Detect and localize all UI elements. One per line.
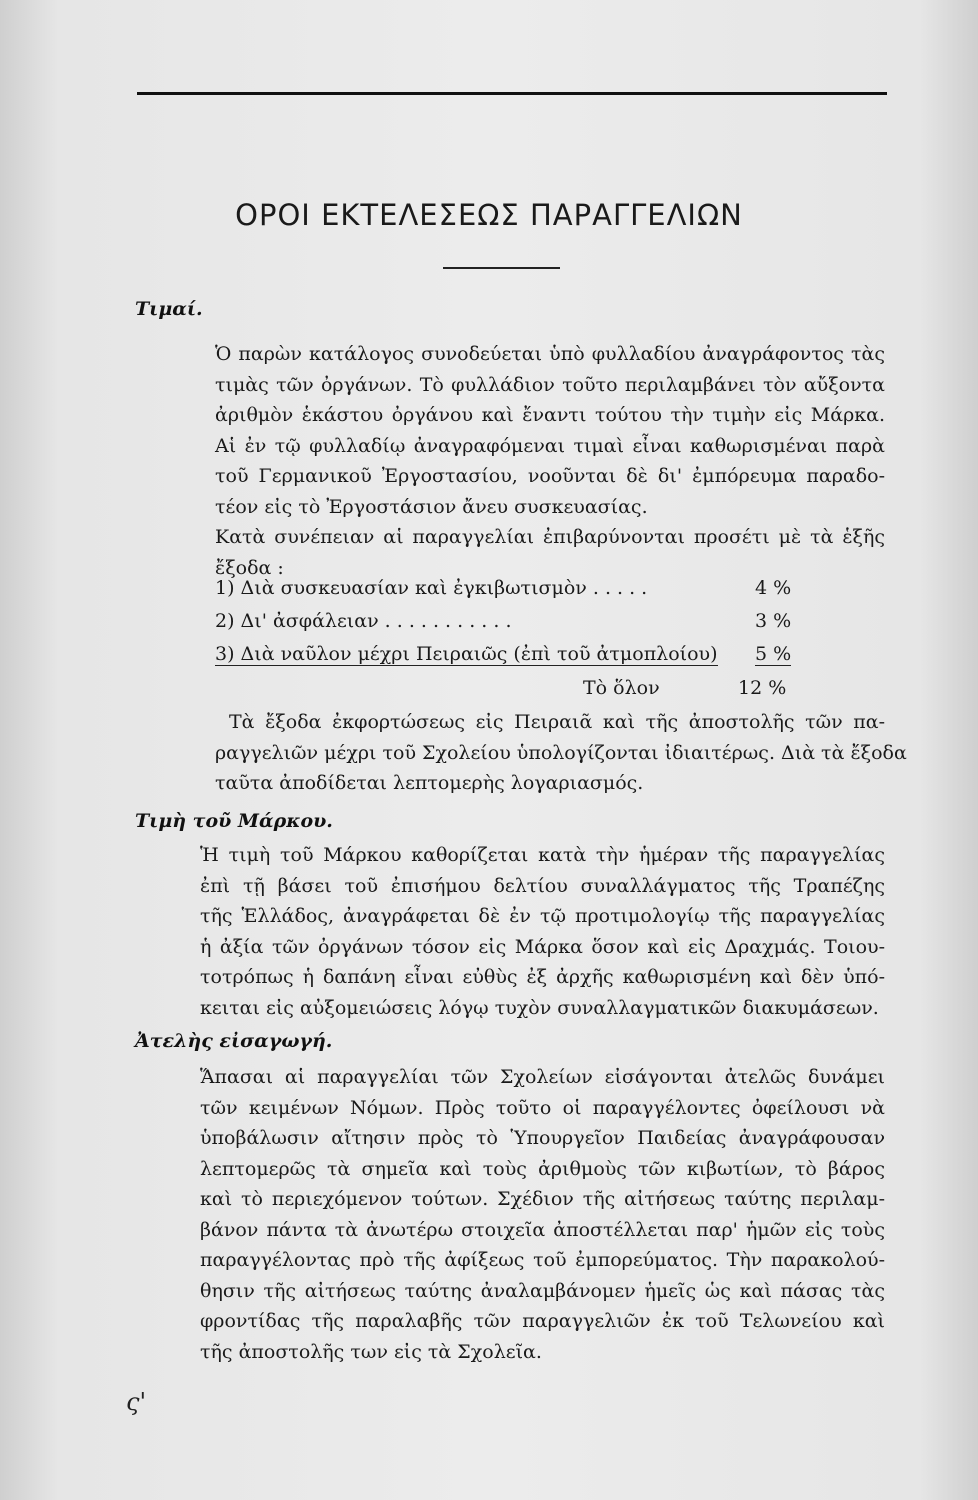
page-number: ς' bbox=[126, 1388, 147, 1416]
text-line: ὑποβάλωσιν αἴτησιν πρὸς τὸ Ὑπουργεῖον Παιδείας ἀναγράφουσαν bbox=[200, 1127, 885, 1149]
text-line: Ἅπασαι αἱ παραγγελίαι τῶν Σχολείων εἰσάγονται ἀτελῶς δυνάμει bbox=[200, 1066, 885, 1088]
title-rule bbox=[443, 267, 560, 269]
text-line: ἔξοδα : bbox=[215, 556, 284, 579]
text-line: λεπτομερῶς τὰ σημεῖα καὶ τοὺς ἀριθμοὺς τῶν κιβωτίων, τὸ βάρος bbox=[200, 1157, 885, 1180]
text-line: Ὁ παρὼν κατάλογος συνοδεύεται ὑπὸ φυλλαδίου ἀναγράφοντος τὰς bbox=[215, 343, 885, 365]
section-prices-text bbox=[215, 339, 885, 583]
section-heading-mark-price: Τιμὴ τοῦ Μάρκου. bbox=[135, 810, 333, 832]
cost-label: 3) Διὰ ναῦλον μέχρι Πειραιῶς (ἐπὶ τοῦ ἀτμοπλοίου) bbox=[215, 643, 718, 665]
text-line: Ἡ τιμὴ τοῦ Μάρκου καθορίζεται κατὰ τὴν ἡμέραν τῆς παραγγελίας bbox=[200, 844, 885, 866]
text-line: θησιν τῆς αἰτήσεως ταύτης ἀναλαμβάνομεν ἡμεῖς ὡς καὶ πάσας τὰς bbox=[200, 1279, 885, 1302]
section-heading-prices: Τιμαί. bbox=[135, 298, 203, 320]
page-title: ΟΡΟΙ ΕΚΤΕΛΕΣΕΩΣ ΠΑΡΑΓΓΕΛΙΩΝ bbox=[235, 198, 743, 232]
text-line: τῆς ἀποστολῆς των εἰς τὰ Σχολεῖα. bbox=[200, 1340, 542, 1363]
text-line: τῆς Ἑλλάδος, ἀναγράφεται δὲ ἐν τῷ προτιμολογίῳ τῆς παραγγελίας bbox=[200, 905, 885, 927]
after-costs-text bbox=[215, 707, 907, 799]
text-line: κειται εἰς αὐξομειώσεις λόγῳ τυχὸν συναλλαγματικῶν διακυμάσεων. bbox=[200, 996, 879, 1019]
text-line: τῶν κειμένων Νόμων. Πρὸς τοῦτο οἱ παραγγέλοντες ὀφείλουσι νὰ bbox=[200, 1096, 885, 1119]
section-mark-price-text bbox=[200, 840, 885, 1023]
text-line: Τὰ ἔξοδα ἐκφορτώσεως εἰς Πειραιᾶ καὶ τῆς ἀποστολῆς τῶν πα- bbox=[229, 711, 885, 733]
text-line: καὶ τὸ περιεχόμενον τούτων. Σχέδιον τῆς αἰτήσεως ταύτης περιλαμ- bbox=[200, 1188, 885, 1210]
text-line: τέον εἰς τὸ Ἐργοστάσιον ἄνευ συσκευασίας. bbox=[215, 495, 648, 518]
top-rule bbox=[137, 92, 887, 95]
cost-value: 4 % bbox=[755, 577, 792, 599]
cost-row bbox=[215, 610, 792, 632]
cost-label: 2) Δι' ἀσφάλειαν . . . . . . . . . . . bbox=[215, 610, 512, 632]
cost-row bbox=[215, 577, 792, 599]
text-line: ραγγελιῶν μέχρι τοῦ Σχολείου ὑπολογίζονται ἰδιαιτέρως. Διὰ τὰ ἔξοδα bbox=[215, 741, 907, 764]
text-line: τοῦ Γερμανικοῦ Ἐργοστασίου, νοοῦνται δὲ δι' ἐμπόρευμα παραδο- bbox=[215, 465, 885, 487]
total-label: Τὸ ὅλον bbox=[583, 677, 660, 699]
text-line: Αἱ ἐν τῷ φυλλαδίῳ ἀναγραφόμεναι τιμαὶ εἶναι καθωρισμέναι παρὰ bbox=[215, 434, 885, 457]
text-line: ἀριθμὸν ἑκάστου ὀργάνου καὶ ἔναντι τούτου τὴν τιμὴν εἰς Μάρκα. bbox=[215, 404, 885, 426]
section-heading-duty-free: Ἀτελὴς εἰσαγωγή. bbox=[135, 1030, 333, 1052]
text-line: τιμὰς τῶν ὀργάνων. Τὸ φυλλάδιον τοῦτο περιλαμβάνει τὸν αὔξοντα bbox=[215, 373, 885, 396]
text-line: τοτρόπως ἡ δαπάνη εἶναι εὐθὺς ἐξ ἀρχῆς καθωρισμένη καὶ δὲν ὑπό- bbox=[200, 966, 885, 988]
cost-value: 3 % bbox=[755, 610, 792, 632]
text-line: ταῦτα ἀποδίδεται λεπτομερὴς λογαριασμός. bbox=[215, 772, 644, 794]
cost-value: 5 % bbox=[755, 643, 792, 665]
cost-label: 1) Διὰ συσκευασίαν καὶ ἐγκιβωτισμὸν . . . . . bbox=[215, 577, 648, 599]
text-line: ἐπὶ τῇ βάσει τοῦ ἐπισήμου δελτίου συναλλάγματος τῆς Τραπέζης bbox=[200, 874, 885, 897]
text-line: Κατὰ συνέπειαν αἱ παραγγελίαι ἐπιβαρύνονται προσέτι μὲ τὰ ἑξῆς bbox=[215, 526, 885, 548]
text-line: φροντίδας τῆς παραλαβῆς τῶν παραγγελιῶν ἐκ τοῦ Τελωνείου καὶ bbox=[200, 1310, 885, 1332]
text-line: παραγγέλοντας πρὸ τῆς ἀφίξεως τοῦ ἐμπορεύματος. Τὴν παρακολού- bbox=[200, 1249, 885, 1271]
total-value: 12 % bbox=[738, 677, 787, 699]
text-line: βάνον πάντα τὰ ἀνωτέρω στοιχεῖα ἀποστέλλεται παρ' ἡμῶν εἰς τοὺς bbox=[200, 1218, 885, 1241]
cost-row bbox=[215, 643, 792, 665]
text-line: ἡ ἀξία τῶν ὀργάνων τόσον εἰς Μάρκα ὅσον καὶ εἰς Δραχμάς. Τοιου- bbox=[200, 935, 885, 958]
section-duty-free-text bbox=[200, 1062, 885, 1367]
